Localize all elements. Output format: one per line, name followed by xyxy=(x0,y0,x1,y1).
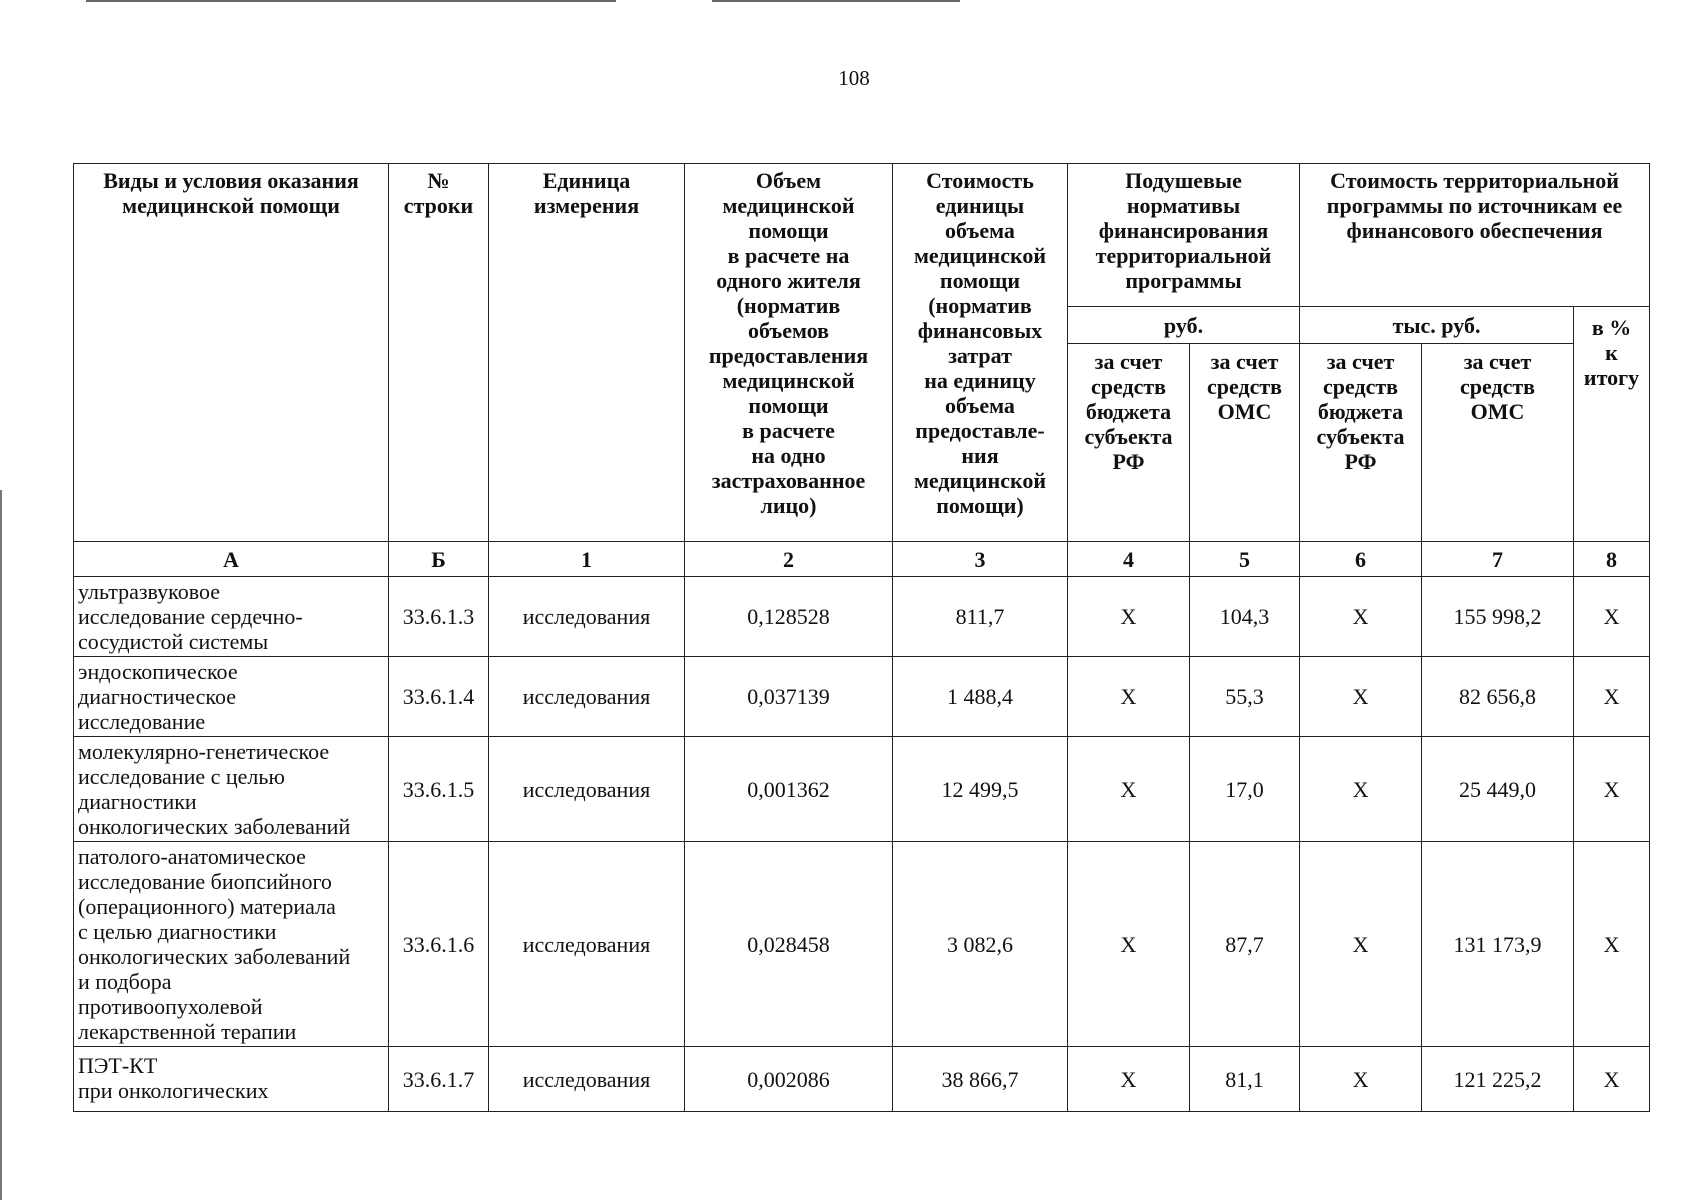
column-number: 3 xyxy=(893,542,1068,577)
row-col8: Х xyxy=(1574,657,1650,737)
text-line: предоставления xyxy=(708,343,869,368)
table-row xyxy=(74,1047,1650,1112)
text-line: в % xyxy=(1591,315,1632,340)
column-number: 6 xyxy=(1300,542,1422,577)
text-line: исследование xyxy=(78,709,206,734)
row-volume: 0,002086 xyxy=(685,1047,893,1112)
row-volume: 0,001362 xyxy=(685,737,893,842)
row-col4: Х xyxy=(1068,842,1190,1047)
text-line: исследование сердечно- xyxy=(78,604,303,629)
text-line: помощи) xyxy=(936,493,1024,518)
header-col-1 xyxy=(489,164,685,542)
header-col-3 xyxy=(893,164,1068,542)
text-line: молекулярно-генетическое xyxy=(78,739,330,764)
text-line: Стоимость xyxy=(926,168,1034,193)
text-line: исследование биопсийного xyxy=(78,869,332,894)
scan-top-line-left xyxy=(86,0,616,2)
text-line: и подбора xyxy=(78,969,172,994)
row-number: 33.6.1.7 xyxy=(389,1047,489,1112)
text-line: (операционного) материала xyxy=(78,894,336,919)
text-line: бюджета xyxy=(1085,399,1172,424)
scan-top-line-right xyxy=(712,0,960,2)
column-number: А xyxy=(74,542,389,577)
text-line: за счет xyxy=(1094,349,1163,374)
text-line: итогу xyxy=(1583,365,1640,390)
text-line: при онкологических xyxy=(78,1078,269,1103)
table-row xyxy=(74,577,1650,657)
text-line: средств xyxy=(1090,374,1167,399)
text-line: территориальной xyxy=(1095,243,1272,268)
text-line: диагностическое xyxy=(78,684,236,709)
text-line: онкологических заболеваний xyxy=(78,814,351,839)
row-col7: 155 998,2 xyxy=(1422,577,1574,657)
column-number: 8 xyxy=(1574,542,1650,577)
text-line: средств xyxy=(1322,374,1399,399)
text-line: патолого-анатомическое xyxy=(78,844,306,869)
text-line: финансовых xyxy=(917,318,1043,343)
text-line: диагностики xyxy=(78,789,197,814)
text-line: бюджета xyxy=(1317,399,1404,424)
row-name-text xyxy=(78,1053,384,1105)
text-line: единицы xyxy=(935,193,1025,218)
row-number: 33.6.1.5 xyxy=(389,737,489,842)
text-line: в расчете на xyxy=(727,243,850,268)
table-row xyxy=(74,737,1650,842)
row-col8: Х xyxy=(1574,577,1650,657)
text-line: измерения xyxy=(533,193,640,218)
row-col5: 81,1 xyxy=(1190,1047,1300,1112)
row-cost: 811,7 xyxy=(893,577,1068,657)
text-line: предоставле- xyxy=(915,418,1045,443)
page-number: 108 xyxy=(838,66,870,90)
row-name xyxy=(74,577,389,657)
row-col4: Х xyxy=(1068,577,1190,657)
header-col-6 xyxy=(1300,344,1422,542)
text-line: ПЭТ-КТ xyxy=(78,1053,158,1078)
row-volume: 0,037139 xyxy=(685,657,893,737)
text-line: ния xyxy=(961,443,999,468)
text-line: объема xyxy=(945,218,1015,243)
header-row-1 xyxy=(74,164,1650,307)
row-col6: Х xyxy=(1300,657,1422,737)
row-col8: Х xyxy=(1574,1047,1650,1112)
text-line: (норматив xyxy=(736,293,841,318)
row-name xyxy=(74,842,389,1047)
text-line: медицинской xyxy=(913,243,1047,268)
row-col8: Х xyxy=(1574,842,1650,1047)
text-line: за счет xyxy=(1326,349,1395,374)
row-cost: 1 488,4 xyxy=(893,657,1068,737)
text-line: ОМС xyxy=(1217,399,1272,424)
text-line: ОМС xyxy=(1470,399,1525,424)
column-number: 2 xyxy=(685,542,893,577)
text-line: финансирования xyxy=(1098,218,1269,243)
text-line: противоопухолевой xyxy=(78,994,263,1019)
text-line: медицинской xyxy=(913,468,1047,493)
text-line: за счет xyxy=(1210,349,1279,374)
text-line: застрахованное xyxy=(711,468,866,493)
text-line: РФ xyxy=(1112,449,1145,474)
text-line: в расчете xyxy=(742,418,835,443)
row-col5: 55,3 xyxy=(1190,657,1300,737)
financing-table xyxy=(73,163,1650,1112)
text-line: лицо) xyxy=(760,493,817,518)
text-line: Единица xyxy=(542,168,631,193)
text-line: финансового обеспечения xyxy=(1346,218,1603,243)
text-line: нормативы xyxy=(1126,193,1241,218)
text-line: программы xyxy=(1125,268,1242,293)
table-row xyxy=(74,657,1650,737)
row-col8: Х xyxy=(1574,737,1650,842)
column-number: 5 xyxy=(1190,542,1300,577)
header-group-per-capita xyxy=(1068,164,1300,307)
text-line: медицинской xyxy=(722,193,855,218)
row-col4: Х xyxy=(1068,1047,1190,1112)
row-unit: исследования xyxy=(489,657,685,737)
text-line: РФ xyxy=(1344,449,1377,474)
row-number: 33.6.1.3 xyxy=(389,577,489,657)
column-number: Б xyxy=(389,542,489,577)
row-col7: 121 225,2 xyxy=(1422,1047,1574,1112)
header-col-b xyxy=(389,164,489,542)
row-col4: Х xyxy=(1068,657,1190,737)
row-cost: 3 082,6 xyxy=(893,842,1068,1047)
text-line: лекарственной терапии xyxy=(78,1019,297,1044)
text-line: медицинской xyxy=(722,368,855,393)
header-col-4 xyxy=(1068,344,1190,542)
scan-left-edge xyxy=(0,490,2,1200)
row-unit: исследования xyxy=(489,577,685,657)
text-line: на единицу xyxy=(924,368,1036,393)
text-line: Объем xyxy=(755,168,822,193)
row-volume: 0,028458 xyxy=(685,842,893,1047)
text-line: одного жителя xyxy=(716,268,861,293)
header-unit-rub: руб. xyxy=(1068,307,1300,344)
text-line: программы по источникам ее xyxy=(1326,193,1623,218)
text-line: ультразвуковое xyxy=(78,579,221,604)
text-line: средств xyxy=(1459,374,1536,399)
header-unit-thousand-rub: тыс. руб. xyxy=(1300,307,1574,344)
text-line: объема xyxy=(945,393,1015,418)
text-line: (норматив xyxy=(928,293,1032,318)
row-col7: 25 449,0 xyxy=(1422,737,1574,842)
row-col5: 87,7 xyxy=(1190,842,1300,1047)
text-line: помощи xyxy=(748,218,829,243)
row-volume: 0,128528 xyxy=(685,577,893,657)
row-col5: 104,3 xyxy=(1190,577,1300,657)
text-line: с целью диагностики xyxy=(78,919,277,944)
header-col-a xyxy=(74,164,389,542)
text-line: эндоскопическое xyxy=(78,659,238,684)
row-col6: Х xyxy=(1300,1047,1422,1112)
row-col5: 17,0 xyxy=(1190,737,1300,842)
row-unit: исследования xyxy=(489,737,685,842)
row-name xyxy=(74,1047,389,1112)
column-number: 7 xyxy=(1422,542,1574,577)
row-col4: Х xyxy=(1068,737,1190,842)
column-number: 4 xyxy=(1068,542,1190,577)
header-col-7 xyxy=(1422,344,1574,542)
column-number: 1 xyxy=(489,542,685,577)
row-col7: 82 656,8 xyxy=(1422,657,1574,737)
row-col6: Х xyxy=(1300,577,1422,657)
text-line: за счет xyxy=(1463,349,1532,374)
text-line: исследование с целью xyxy=(78,764,285,789)
column-numbers-row xyxy=(74,542,1650,577)
text-line: онкологических заболеваний xyxy=(78,944,351,969)
text-line: субъекта xyxy=(1316,424,1405,449)
header-col-5 xyxy=(1190,344,1300,542)
row-number: 33.6.1.6 xyxy=(389,842,489,1047)
text-line: затрат xyxy=(948,343,1012,368)
text-line: средств xyxy=(1206,374,1283,399)
row-number: 33.6.1.4 xyxy=(389,657,489,737)
row-unit: исследования xyxy=(489,842,685,1047)
text-line: строки xyxy=(403,193,474,218)
text-line: Подушевые xyxy=(1125,168,1242,193)
text-line: к xyxy=(1605,340,1618,365)
row-cost: 38 866,7 xyxy=(893,1047,1068,1112)
text-line: на одно xyxy=(751,443,826,468)
text-line: помощи xyxy=(939,268,1021,293)
row-col6: Х xyxy=(1300,737,1422,842)
text-line: субъекта xyxy=(1084,424,1173,449)
header-col-8 xyxy=(1574,307,1650,542)
row-col7: 131 173,9 xyxy=(1422,842,1574,1047)
row-unit: исследования xyxy=(489,1047,685,1112)
row-col6: Х xyxy=(1300,842,1422,1047)
table-row xyxy=(74,842,1650,1047)
row-cost: 12 499,5 xyxy=(893,737,1068,842)
row-name xyxy=(74,737,389,842)
text-line: № xyxy=(427,168,450,193)
header-group-cost xyxy=(1300,164,1650,307)
text-line: Виды и условия оказания xyxy=(103,168,359,193)
text-line: объемов xyxy=(747,318,830,343)
header-col-2 xyxy=(685,164,893,542)
text-line: медицинской помощи xyxy=(122,193,340,218)
text-line: сосудистой системы xyxy=(78,629,269,654)
text-line: помощи xyxy=(748,393,829,418)
text-line: Стоимость территориальной xyxy=(1330,168,1619,193)
row-name xyxy=(74,657,389,737)
